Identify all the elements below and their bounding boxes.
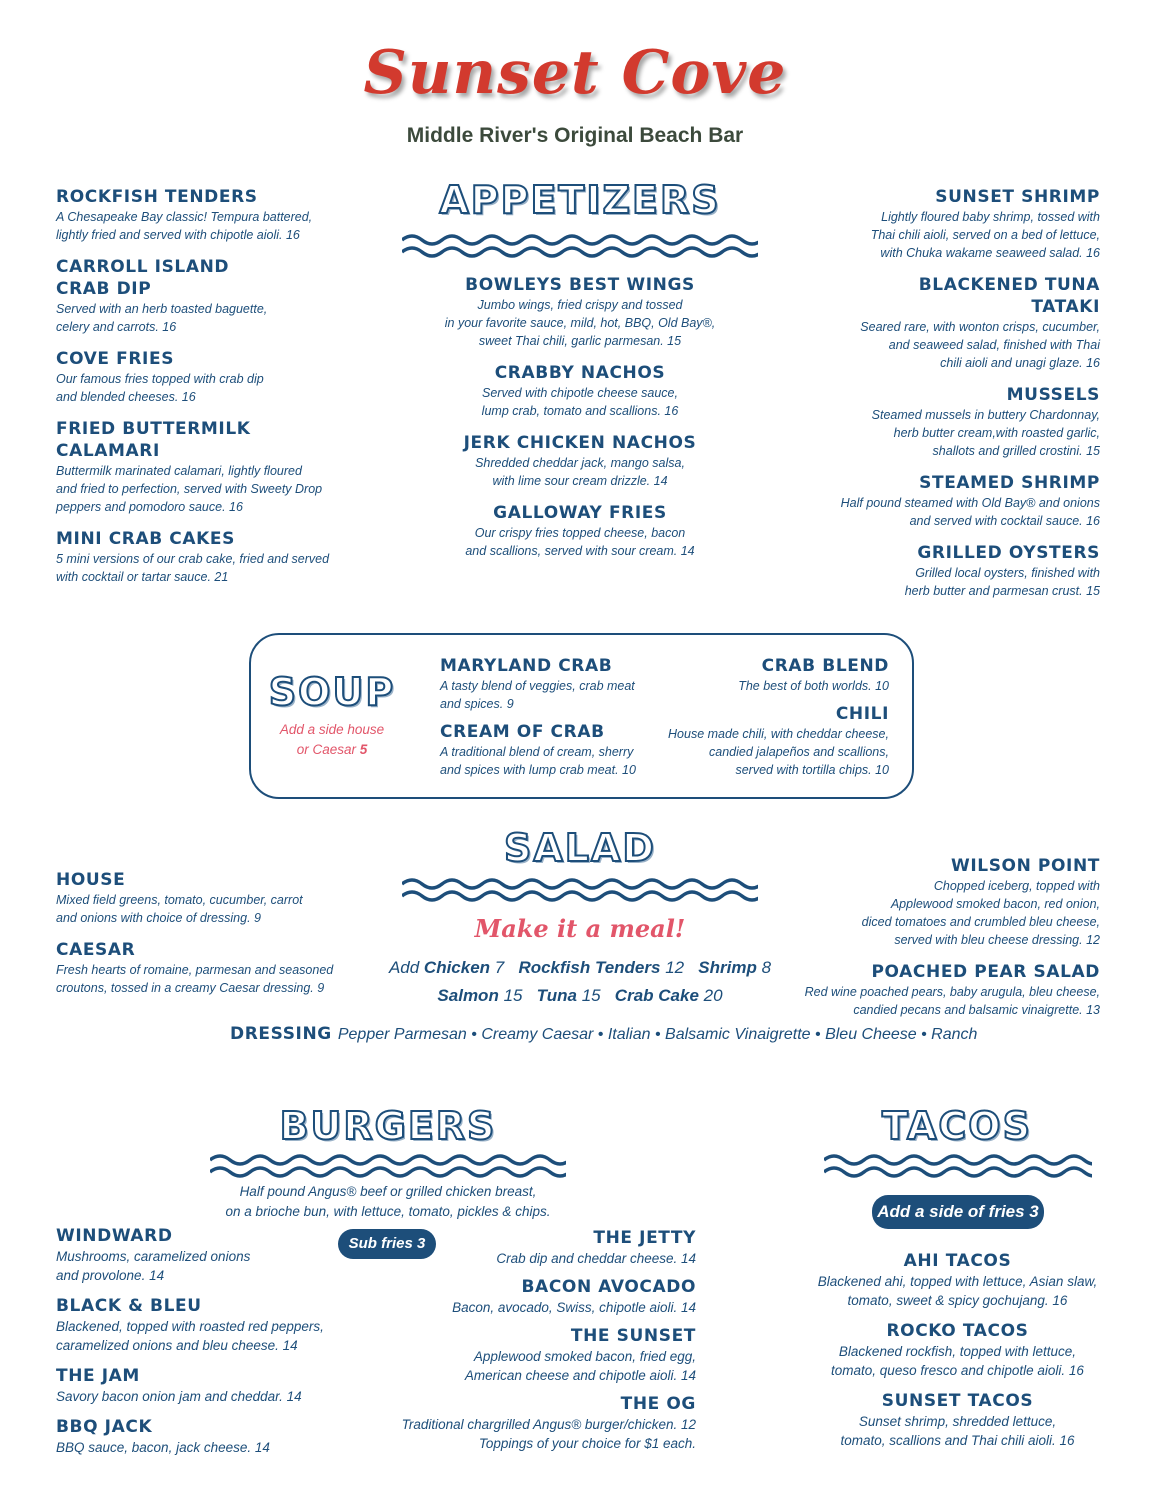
item-desc: Fresh hearts of romaine, parmesan and seasoned croutons, tossed in a creamy Caesar dressing. 9 bbox=[56, 963, 334, 995]
addon-price: 12 bbox=[665, 958, 685, 977]
item-desc: Savory bacon onion jam and cheddar. 14 bbox=[56, 1389, 302, 1404]
item-desc: Our crispy fries topped cheese, bacon and scallions, served with sour cream. 14 bbox=[465, 526, 695, 558]
item-name: CREAM OF CRAB bbox=[440, 722, 605, 742]
menu-item bbox=[770, 961, 1100, 1019]
logo-title: Sunset Cove bbox=[363, 38, 787, 108]
item-desc: Served with an herb toasted baguette, celery and carrots. 16 bbox=[56, 302, 268, 334]
menu-item bbox=[390, 1276, 696, 1317]
addon-name: Tuna bbox=[536, 986, 577, 1005]
addon-price: 15 bbox=[503, 986, 523, 1005]
appetizers-left-column bbox=[56, 186, 376, 598]
menu-item bbox=[56, 348, 376, 406]
item-name: THE OG bbox=[620, 1394, 696, 1414]
menu-item bbox=[56, 1225, 356, 1285]
soup-note-price: 5 bbox=[359, 742, 368, 757]
item-desc: Mushrooms, caramelized onions and provolone. 14 bbox=[56, 1249, 251, 1283]
addons-line-2 bbox=[380, 982, 780, 1010]
menu-item bbox=[56, 1365, 356, 1406]
burgers-intro: Half pound Angus® beef or grilled chicken breast, on a brioche bun, with lettuce, tomato, pickles & chips. bbox=[225, 1184, 551, 1219]
soup-title: SOUP bbox=[268, 670, 396, 714]
salad-left-column bbox=[56, 869, 376, 1009]
salad-wave-divider bbox=[402, 874, 758, 904]
item-name: ROCKFISH TENDERS bbox=[56, 187, 258, 207]
item-name: THE JAM bbox=[56, 1366, 140, 1386]
logo-subtitle: Middle River's Original Beach Bar bbox=[406, 124, 744, 147]
tacos-column bbox=[805, 1250, 1110, 1462]
item-desc: Sunset shrimp, shredded lettuce, tomato, scallions and Thai chili aioli. 16 bbox=[840, 1414, 1075, 1448]
item-desc: A traditional blend of cream, sherry and spices with lump crab meat. 10 bbox=[440, 745, 636, 777]
item-desc: Half pound steamed with Old Bay® and onions and served with cocktail sauce. 16 bbox=[840, 496, 1100, 528]
item-name: CRABBY NACHOS bbox=[494, 363, 666, 383]
addon-price: 15 bbox=[581, 986, 601, 1005]
item-desc: Crab dip and cheddar cheese. 14 bbox=[496, 1251, 696, 1266]
item-name: CARROLL ISLAND CRAB DIP bbox=[56, 257, 230, 299]
item-desc: Red wine poached pears, baby arugula, bleu cheese, candied pecans and balsamic vinaigrette. 13 bbox=[804, 985, 1100, 1017]
item-name: STEAMED SHRIMP bbox=[919, 473, 1100, 493]
item-desc: Traditional chargrilled Angus® burger/chicken. 12 Toppings of your choice for $1 each. bbox=[401, 1417, 696, 1451]
menu-item bbox=[56, 1416, 356, 1457]
item-name: BBQ JACK bbox=[56, 1417, 153, 1437]
appetizers-title: APPETIZERS bbox=[439, 178, 721, 222]
item-desc: A tasty blend of veggies, crab meat and spices. 9 bbox=[440, 679, 635, 711]
item-desc: Served with chipotle cheese sauce, lump crab, tomato and scallions. 16 bbox=[481, 386, 679, 418]
menu-item bbox=[400, 502, 760, 560]
item-desc: A Chesapeake Bay classic! Tempura battered, lightly fried and served with chipotle aioli. 16 bbox=[56, 210, 313, 242]
soup-note-line1: Add a side house bbox=[279, 722, 385, 737]
item-name: MARYLAND CRAB bbox=[440, 656, 613, 676]
item-desc: Steamed mussels in buttery Chardonnay, herb butter cream,with roasted garlic, shallots and grilled crostini. 15 bbox=[871, 408, 1100, 458]
menu-item bbox=[770, 186, 1100, 262]
item-desc: Jumbo wings, fried crispy and tossed in your favorite sauce, mild, hot, BBQ, Old Bay®, sweet Thai chili, garlic parmesan. 15 bbox=[444, 298, 716, 348]
item-name: JERK CHICKEN NACHOS bbox=[463, 433, 697, 453]
menu-item bbox=[770, 542, 1100, 600]
item-name: GRILLED OYSTERS bbox=[917, 543, 1100, 563]
item-desc: Mixed field greens, tomato, cucumber, carrot and onions with choice of dressing. 9 bbox=[56, 893, 303, 925]
menu-item bbox=[390, 1227, 696, 1268]
item-name: FRIED BUTTERMILK CALAMARI bbox=[56, 419, 251, 461]
menu-item bbox=[56, 256, 376, 336]
menu-item bbox=[770, 855, 1100, 949]
item-desc: Applewood smoked bacon, fried egg, American cheese and chipotle aioli. 14 bbox=[464, 1349, 696, 1383]
menu-item bbox=[400, 362, 760, 420]
item-desc: Buttermilk marinated calamari, lightly floured and fried to perfection, served with Sweety Drop peppers and pomodoro sauce. 16 bbox=[56, 464, 323, 514]
menu-item bbox=[440, 655, 670, 713]
addon-price: 8 bbox=[761, 958, 772, 977]
dressing-label: DRESSING bbox=[230, 1024, 332, 1044]
add-side-fries-badge: Add a side of fries 3 bbox=[872, 1195, 1044, 1229]
item-name: CRAB BLEND bbox=[761, 656, 889, 676]
item-desc: Blackened, topped with roasted red peppers, caramelized onions and bleu cheese. 14 bbox=[56, 1319, 324, 1353]
addon-name: Chicken bbox=[423, 958, 491, 977]
item-name: THE SUNSET bbox=[570, 1326, 696, 1346]
burgers-right-column bbox=[390, 1227, 696, 1465]
menu-item bbox=[805, 1250, 1110, 1310]
addon-name: Salmon bbox=[437, 986, 499, 1005]
menu-item bbox=[56, 869, 376, 927]
item-desc: 5 mini versions of our crab cake, fried and served with cocktail or tartar sauce. 21 bbox=[56, 552, 330, 584]
tacos-wave-divider bbox=[824, 1150, 1092, 1180]
soup-side-note bbox=[262, 720, 402, 760]
appetizers-wave-divider bbox=[402, 230, 758, 260]
item-name: WINDWARD bbox=[56, 1226, 173, 1246]
item-desc: Our famous fries topped with crab dip and blended cheeses. 16 bbox=[56, 372, 264, 404]
soup-right-column bbox=[660, 655, 889, 791]
item-name: BOWLEYS BEST WINGS bbox=[465, 275, 695, 295]
salad-title: SALAD bbox=[504, 826, 656, 870]
item-name: WILSON POINT bbox=[950, 856, 1100, 876]
item-name: GALLOWAY FRIES bbox=[493, 503, 667, 523]
soup-note-line2 bbox=[262, 740, 402, 760]
item-desc: The best of both worlds. 10 bbox=[738, 679, 889, 693]
menu-item bbox=[390, 1325, 696, 1385]
item-desc: Lightly floured baby shrimp, tossed with Thai chili aioli, served on a bed of lettuce, with Chuka wakame seaweed salad. 16 bbox=[870, 210, 1100, 260]
menu-item bbox=[660, 703, 889, 779]
menu-item bbox=[805, 1320, 1110, 1380]
item-desc: Bacon, avocado, Swiss, chipotle aioli. 14 bbox=[452, 1300, 696, 1315]
menu-item bbox=[440, 721, 670, 779]
item-name: MINI CRAB CAKES bbox=[56, 529, 235, 549]
burgers-left-column bbox=[56, 1225, 356, 1469]
soup-left-column bbox=[440, 655, 670, 791]
item-name: SUNSET TACOS bbox=[881, 1391, 1034, 1411]
addons-line-1 bbox=[380, 954, 780, 982]
item-desc: Blackened rockfish, topped with lettuce, tomato, queso fresco and chipotle aioli. 16 bbox=[831, 1344, 1084, 1378]
menu-item bbox=[400, 432, 760, 490]
item-name: HOUSE bbox=[56, 870, 126, 890]
soup-note-text: or Caesar bbox=[296, 742, 360, 757]
burgers-wave-divider bbox=[210, 1150, 566, 1180]
item-name: CHILI bbox=[835, 704, 889, 724]
menu-item bbox=[56, 1295, 356, 1355]
addon-name: Shrimp bbox=[698, 958, 757, 977]
item-name: COVE FRIES bbox=[56, 349, 175, 369]
salad-addons bbox=[380, 954, 780, 1010]
burgers-title: BURGERS bbox=[279, 1104, 497, 1148]
addon-price: 20 bbox=[703, 986, 723, 1005]
menu-item bbox=[56, 186, 376, 244]
menu-item bbox=[56, 528, 376, 586]
add-label: Add bbox=[388, 958, 420, 977]
dressing-line bbox=[230, 1024, 1010, 1044]
menu-item bbox=[770, 274, 1100, 372]
item-name: ROCKO TACOS bbox=[886, 1321, 1029, 1341]
menu-item bbox=[660, 655, 889, 695]
tacos-title: TACOS bbox=[882, 1104, 1032, 1148]
menu-item bbox=[56, 418, 376, 516]
item-desc: Shredded cheddar jack, mango salsa, with lime sour cream drizzle. 14 bbox=[475, 456, 685, 488]
menu-item bbox=[390, 1393, 696, 1453]
menu-item bbox=[770, 384, 1100, 460]
item-name: BLACK & BLEU bbox=[56, 1296, 202, 1316]
make-it-a-meal: Make it a meal! bbox=[474, 914, 686, 943]
menu-item bbox=[805, 1390, 1110, 1450]
menu-item bbox=[400, 274, 760, 350]
appetizers-center-column bbox=[400, 274, 760, 572]
addon-name: Rockfish Tenders bbox=[518, 958, 661, 977]
item-desc: Seared rare, with wonton crisps, cucumber, and seaweed salad, finished with Thai chili aioli and unagi glaze. 16 bbox=[860, 320, 1100, 370]
item-name: AHI TACOS bbox=[903, 1251, 1012, 1271]
item-name: BACON AVOCADO bbox=[521, 1277, 696, 1297]
item-name: MUSSELS bbox=[1006, 385, 1100, 405]
item-name: CAESAR bbox=[56, 940, 136, 960]
menu-item bbox=[770, 472, 1100, 530]
item-name: SUNSET SHRIMP bbox=[935, 187, 1100, 207]
addon-price: 7 bbox=[494, 958, 505, 977]
sub-fries-badge: Sub fries 3 bbox=[338, 1229, 436, 1259]
item-desc: BBQ sauce, bacon, jack cheese. 14 bbox=[56, 1440, 270, 1455]
item-desc: House made chili, with cheddar cheese, candied jalapeños and scallions, served with tortilla chips. 10 bbox=[668, 727, 889, 777]
item-name: BLACKENED TUNA TATAKI bbox=[918, 275, 1100, 317]
item-name: THE JETTY bbox=[593, 1228, 696, 1248]
item-desc: Chopped iceberg, topped with Applewood smoked bacon, red onion, diced tomatoes and crumbled bleu cheese, served with bleu cheese dressing. 12 bbox=[861, 879, 1100, 947]
dressing-options: Pepper Parmesan • Creamy Caesar • Italian • Balsamic Vinaigrette • Bleu Cheese • Ranch bbox=[337, 1026, 978, 1043]
item-desc: Grilled local oysters, finished with herb butter and parmesan crust. 15 bbox=[904, 566, 1100, 598]
item-desc: Blackened ahi, topped with lettuce, Asian slaw, tomato, sweet & spicy gochujang. 16 bbox=[817, 1274, 1098, 1308]
item-name: POACHED PEAR SALAD bbox=[871, 962, 1100, 982]
salad-right-column bbox=[770, 855, 1100, 1031]
menu-item bbox=[56, 939, 376, 997]
appetizers-right-column bbox=[770, 186, 1100, 612]
addon-name: Crab Cake bbox=[614, 986, 699, 1005]
